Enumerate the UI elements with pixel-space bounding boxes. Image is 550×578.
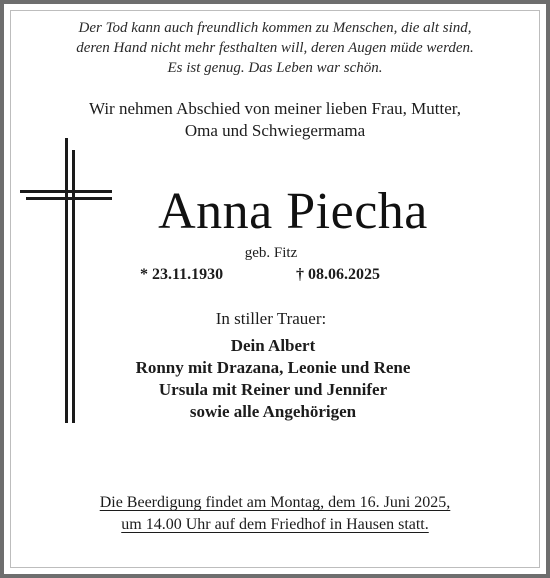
mourner-line: Ursula mit Reiner und Jennifer: [158, 380, 388, 399]
mourner-line: Dein Albert: [230, 336, 316, 355]
funeral-info: [0, 492, 550, 536]
death-date: † 08.06.2025: [296, 266, 380, 283]
mourning-heading: In stiller Trauer:: [215, 309, 327, 328]
funeral-line-2: um 14.00 Uhr auf dem Friedhof in Hausen statt.: [121, 516, 429, 533]
deceased-name: Anna Piecha: [158, 183, 428, 240]
mourner-line: Ronny mit Drazana, Leonie und Rene: [135, 358, 411, 377]
motto-line-2: deren Hand nicht mehr festhalten will, deren Augen müde werden.: [76, 40, 474, 56]
birth-date: * 23.11.1930: [140, 266, 224, 283]
funeral-line-1: Die Beerdigung findet am Montag, dem 16. Juni 2025,: [99, 494, 451, 511]
life-dates: [0, 266, 550, 288]
motto-line-1: Der Tod kann auch freundlich kommen zu Menschen, die alt sind,: [78, 20, 472, 36]
mourners-list: [0, 335, 548, 423]
motto: [0, 18, 550, 78]
motto-line-3: Es ist genug. Das Leben war schön.: [167, 60, 383, 76]
intro-text: [0, 98, 550, 142]
intro-line-2: Oma und Schwiegermama: [184, 121, 366, 140]
maiden-name: geb. Fitz: [244, 245, 298, 261]
intro-line-1: Wir nehmen Abschied von meiner lieben Frau, Mutter,: [88, 99, 462, 118]
mourner-line: sowie alle Angehörigen: [189, 402, 357, 421]
